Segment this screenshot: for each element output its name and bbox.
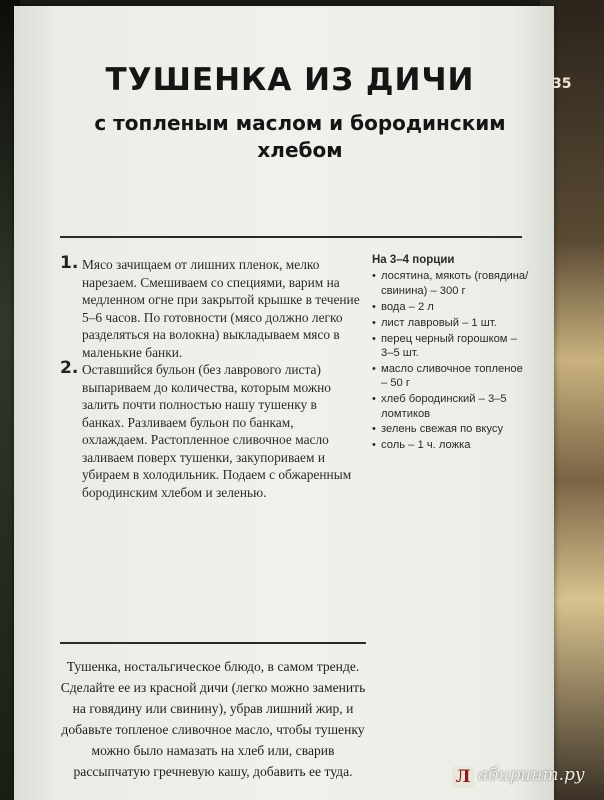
ingredients-list — [372, 253, 532, 454]
ingredient-item: • лосятина, мякоть (говядина/свинина) – 300 г — [372, 269, 532, 298]
step-item — [60, 253, 360, 361]
ingredient-item: • лист лавровый – 1 шт. — [372, 316, 532, 330]
watermark-text: абиринт.ру — [478, 765, 585, 785]
step-text: Оставшийся бульон (без лаврового листа) выпариваем до количества, которым можно залить почти полностью нашу тушенку в банках. Разливаем бульон по банкам, охлаждаем. Растопленное сливочное масло заливаем поверх тушенки, закупориваем и убираем в холодильник. Подаем с обжаренным бородинским хлебом и зеленью. — [82, 362, 352, 500]
servings-heading: На 3–4 порции — [372, 254, 455, 266]
step-number: 1. — [60, 253, 79, 273]
divider-bottom — [60, 642, 366, 644]
step-number: 2. — [60, 358, 79, 378]
step-item — [60, 358, 360, 501]
ingredient-item: • соль – 1 ч. ложка — [372, 438, 532, 452]
recipe-subtitle: с топленым маслом и бородинским хлебом — [94, 111, 506, 162]
page-number: 35 — [552, 76, 572, 92]
steps-list — [60, 253, 360, 501]
ingredient-item: • зелень свежая по вкусу — [372, 422, 532, 436]
ingredient-item: • масло сливочное топленое – 50 г — [372, 362, 532, 391]
watermark — [452, 764, 602, 792]
recipe-intro: Тушенка, ностальгическое блюдо, в самом тренде. Сделайте ее из красной дичи (легко можно заменить на говядину или свинину), убрав лишний жир, и добавьте топленое сливочное масло, чтобы тушенку можно было намазать на хлеб или, сварив рассыпчатую гречневую кашу, добавить ее туда. — [60, 659, 366, 779]
ingredient-item: • хлеб бородинский – 3–5 ломтиков — [372, 392, 532, 421]
recipe-title: ТУШЕНКА ИЗ ДИЧИ — [105, 62, 475, 98]
divider-top — [60, 236, 522, 238]
step-text: Мясо зачищаем от лишних пленок, мелко нарезаем. Смешиваем со специями, варим на медленном огне при закрытой крышке в течение 5–6 часов. По готовности (мясо должно легко разделяться на волокна) выкладываем мясо в маленькие банки. — [82, 257, 360, 360]
watermark-logo-icon: Л — [452, 766, 474, 788]
ingredient-item: • вода – 2 л — [372, 300, 532, 314]
ingredient-item: • перец черный горошком – 3–5 шт. — [372, 332, 532, 361]
